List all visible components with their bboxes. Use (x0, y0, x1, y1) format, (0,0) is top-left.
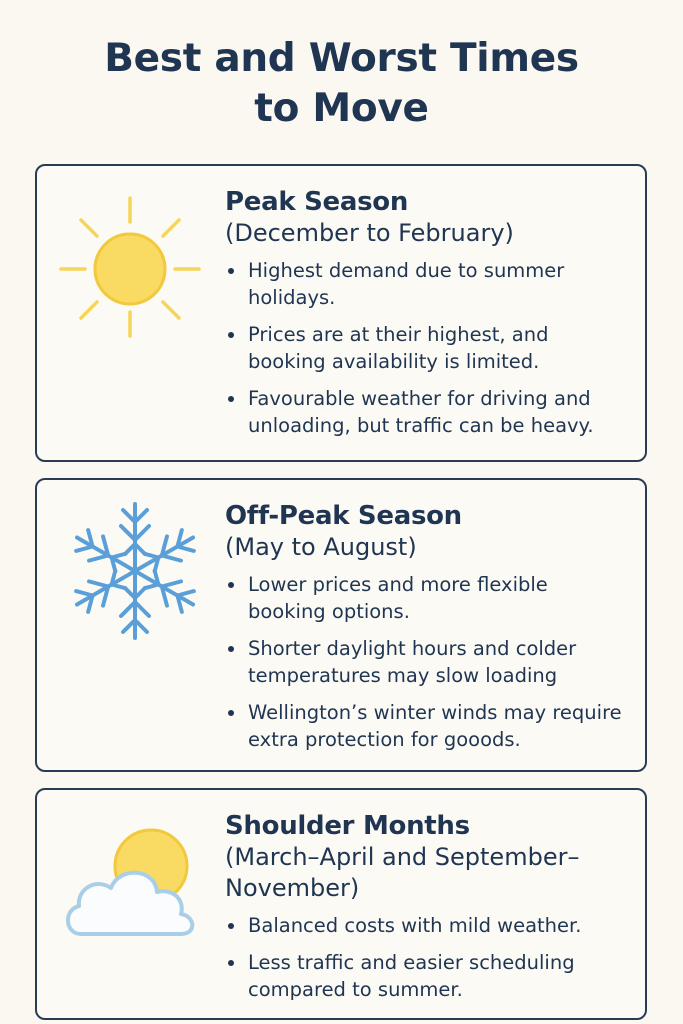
shoulder-months-content (225, 810, 627, 1013)
peak-season-list (225, 257, 627, 439)
off-peak-season-content (225, 500, 627, 763)
list-item: Less traffic and easier scheduling compared to summer. (225, 949, 627, 1003)
sun-behind-cloud-icon (59, 826, 209, 946)
off-peak-season-card (35, 478, 647, 772)
shoulder-months-heading: Shoulder Months (225, 811, 470, 841)
shoulder-months-list (225, 912, 627, 1003)
list-item: Balanced costs with mild weather. (225, 912, 627, 939)
off-peak-season-list (225, 571, 627, 753)
peak-season-subheading: (December to February) (225, 219, 514, 247)
list-item: Favourable weather for driving and unloading, but traffic can be heavy. (225, 385, 627, 439)
peak-season-heading: Peak Season (225, 187, 409, 217)
list-item: Prices are at their highest, and booking availability is limited. (225, 321, 627, 375)
list-item: Wellington’s winter winds may require extra protection for gooods. (225, 699, 627, 753)
page-title-line-2: to Move (254, 86, 429, 131)
page-title-line-1: Best and Worst Times (104, 36, 579, 81)
peak-season-content (225, 186, 627, 449)
sun-icon (55, 192, 205, 342)
off-peak-season-heading: Off-Peak Season (225, 501, 462, 531)
shoulder-months-card (35, 788, 647, 1020)
peak-season-card (35, 164, 647, 462)
list-item: Highest demand due to summer holidays. (225, 257, 627, 311)
shoulder-months-subheading: (March–April and September–November) (225, 843, 580, 902)
page-title (0, 34, 683, 134)
off-peak-season-subheading: (May to August) (225, 533, 417, 561)
list-item: Lower prices and more flexible booking options. (225, 571, 627, 625)
snowflake-icon (65, 496, 205, 646)
list-item: Shorter daylight hours and colder temperatures may slow loading (225, 635, 627, 689)
